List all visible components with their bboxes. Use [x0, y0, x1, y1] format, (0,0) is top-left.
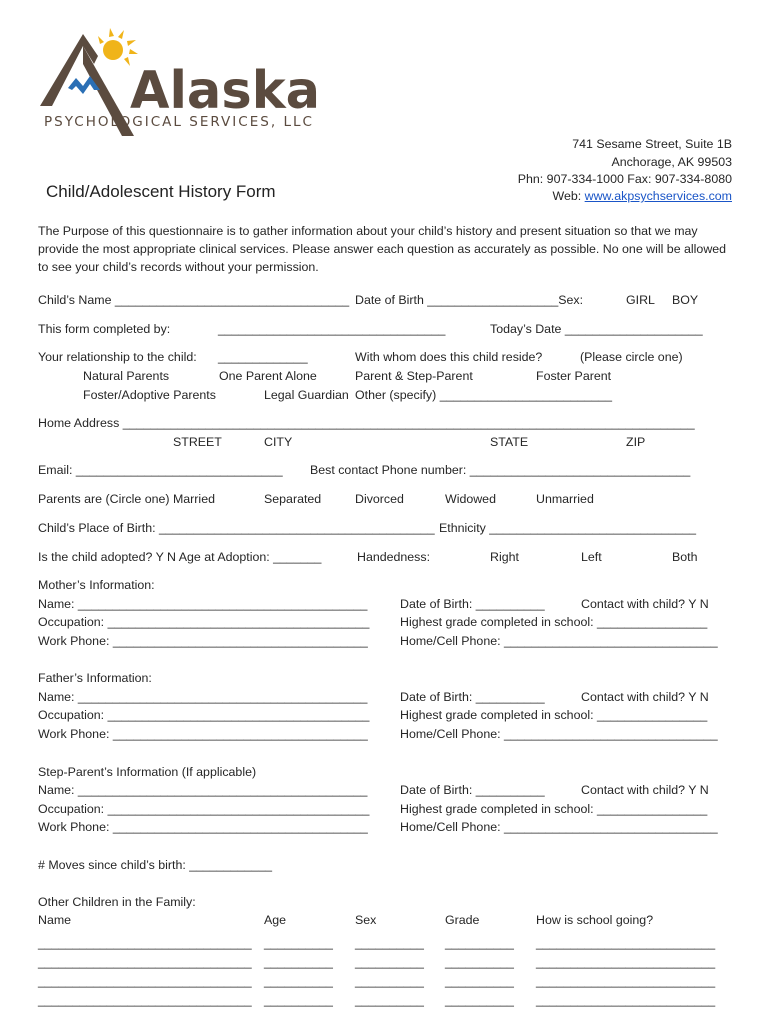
- father-name-field[interactable]: Name: __________________________________________: [38, 690, 368, 704]
- step-parent-contact-field[interactable]: Contact with child? Y N: [581, 783, 709, 797]
- zip-label: ZIP: [626, 435, 646, 449]
- purpose-paragraph: The Purpose of this questionnaire is to gather information about your child’s history and present situation so that we may provide the most appropriate clinical services. Please answer each question as accurately as possible. No one will be allowed to see your child’s records without your permission.: [38, 224, 727, 274]
- child-row-2-sex[interactable]: __________: [355, 955, 424, 969]
- reside-question: With whom does this child reside?: [355, 350, 543, 364]
- best-phone-field[interactable]: Best contact Phone number: ________________________________: [310, 463, 691, 477]
- child-row-1-age[interactable]: __________: [264, 936, 333, 950]
- column-header-age: Age: [264, 913, 287, 927]
- step-parent-dob-field[interactable]: Date of Birth: __________: [400, 783, 545, 797]
- option-parent-step-parent[interactable]: Parent & Step-Parent: [355, 369, 473, 383]
- logo-subtitle: PSYCHOLOGICAL SERVICES, LLC: [44, 114, 314, 130]
- option-foster-adoptive[interactable]: Foster/Adoptive Parents: [83, 388, 216, 402]
- child-row-2-grade[interactable]: __________: [445, 955, 514, 969]
- address-web: [553, 189, 733, 204]
- mother-cell-field[interactable]: Home/Cell Phone: _______________________________: [400, 634, 718, 648]
- sex-option-girl[interactable]: GIRL: [626, 293, 655, 307]
- step-parent-cell-field[interactable]: Home/Cell Phone: _______________________________: [400, 820, 718, 834]
- father-info-heading: Father’s Information:: [38, 671, 152, 685]
- relationship-field[interactable]: _____________: [218, 350, 308, 364]
- parents-status-married[interactable]: Parents are (Circle one) Married: [38, 492, 215, 506]
- father-grade-field[interactable]: Highest grade completed in school: ________________: [400, 708, 708, 722]
- child-row-4-sex[interactable]: __________: [355, 993, 424, 1007]
- child-row-4-grade[interactable]: __________: [445, 993, 514, 1007]
- other-children-heading: Other Children in the Family:: [38, 895, 196, 909]
- option-foster-parent[interactable]: Foster Parent: [536, 369, 612, 383]
- column-header-name: Name: [38, 913, 72, 927]
- child-name-field[interactable]: Child’s Name __________________________________: [38, 293, 350, 307]
- dob-sex-field[interactable]: Date of Birth ___________________Sex:: [355, 293, 584, 307]
- mother-name-field[interactable]: Name: __________________________________________: [38, 597, 368, 611]
- alaska-logo-icon: [38, 26, 328, 151]
- option-natural-parents[interactable]: Natural Parents: [83, 369, 170, 383]
- completed-by-label: This form completed by:: [38, 322, 171, 336]
- child-row-3-grade[interactable]: __________: [445, 974, 514, 988]
- father-work-phone-field[interactable]: Work Phone: _____________________________________: [38, 727, 368, 741]
- child-row-3-age[interactable]: __________: [264, 974, 333, 988]
- mother-contact-field[interactable]: Contact with child? Y N: [581, 597, 709, 611]
- place-of-birth-field[interactable]: Child’s Place of Birth: ________________________________________: [38, 521, 435, 535]
- todays-date-field[interactable]: Today’s Date ____________________: [490, 322, 703, 336]
- father-contact-field[interactable]: Contact with child? Y N: [581, 690, 709, 704]
- child-row-1-name[interactable]: _______________________________: [38, 936, 252, 950]
- child-row-2-school[interactable]: __________________________: [536, 955, 716, 969]
- child-row-1-sex[interactable]: __________: [355, 936, 424, 950]
- father-cell-field[interactable]: Home/Cell Phone: _______________________________: [400, 727, 718, 741]
- relationship-label: Your relationship to the child:: [38, 350, 197, 364]
- father-occupation-field[interactable]: Occupation: ______________________________________: [38, 708, 370, 722]
- child-row-4-name[interactable]: _______________________________: [38, 993, 252, 1007]
- column-header-school: How is school going?: [536, 913, 654, 927]
- handedness-label: Handedness:: [357, 550, 431, 564]
- child-row-2-age[interactable]: __________: [264, 955, 333, 969]
- mother-info-heading: Mother’s Information:: [38, 578, 155, 592]
- step-parent-work-phone-field[interactable]: Work Phone: _____________________________________: [38, 820, 368, 834]
- moves-field[interactable]: # Moves since child’s birth: ____________: [38, 858, 272, 872]
- option-other-specify[interactable]: Other (specify) _________________________: [355, 388, 612, 402]
- mother-grade-field[interactable]: Highest grade completed in school: ________________: [400, 615, 708, 629]
- state-label: STATE: [490, 435, 529, 449]
- option-legal-guardian[interactable]: Legal Guardian: [264, 388, 349, 402]
- father-dob-field[interactable]: Date of Birth: __________: [400, 690, 545, 704]
- city-label: CITY: [264, 435, 293, 449]
- website-link[interactable]: www.akpsychservices.com: [584, 189, 732, 203]
- street-label: STREET: [173, 435, 222, 449]
- web-label: Web:: [552, 189, 585, 203]
- step-parent-info-heading: Step-Parent’s Information (If applicable): [38, 765, 257, 779]
- column-header-grade: Grade: [445, 913, 480, 927]
- logo-wordmark: Alaska: [130, 61, 320, 121]
- circle-one-note: (Please circle one): [580, 350, 683, 364]
- parents-status-divorced[interactable]: Divorced: [355, 492, 404, 506]
- mother-work-phone-field[interactable]: Work Phone: _____________________________________: [38, 634, 368, 648]
- child-row-4-school[interactable]: __________________________: [536, 993, 716, 1007]
- mother-dob-field[interactable]: Date of Birth: __________: [400, 597, 545, 611]
- email-field[interactable]: Email: ______________________________: [38, 463, 283, 477]
- step-parent-grade-field[interactable]: Highest grade completed in school: ________________: [400, 802, 708, 816]
- child-row-3-name[interactable]: _______________________________: [38, 974, 252, 988]
- mother-occupation-field[interactable]: Occupation: ______________________________________: [38, 615, 370, 629]
- adoption-field[interactable]: Is the child adopted? Y N Age at Adoption: _______: [38, 550, 322, 564]
- handedness-left[interactable]: Left: [581, 550, 602, 564]
- ethnicity-field[interactable]: Ethnicity ______________________________: [439, 521, 697, 535]
- company-logo: [38, 26, 328, 151]
- completed-by-field[interactable]: _________________________________: [218, 322, 446, 336]
- handedness-both[interactable]: Both: [672, 550, 698, 564]
- handedness-right[interactable]: Right: [490, 550, 519, 564]
- child-row-2-name[interactable]: _______________________________: [38, 955, 252, 969]
- form-title: Child/Adolescent History Form: [46, 182, 276, 201]
- address-line-2: Anchorage, AK 99503: [611, 155, 732, 169]
- child-row-3-school[interactable]: __________________________: [536, 974, 716, 988]
- column-header-sex: Sex: [355, 913, 377, 927]
- parents-status-widowed[interactable]: Widowed: [445, 492, 496, 506]
- step-parent-occupation-field[interactable]: Occupation: ______________________________________: [38, 802, 370, 816]
- parents-status-unmarried[interactable]: Unmarried: [536, 492, 594, 506]
- sex-option-boy[interactable]: BOY: [672, 293, 699, 307]
- option-one-parent-alone[interactable]: One Parent Alone: [219, 369, 317, 383]
- parents-status-separated[interactable]: Separated: [264, 492, 322, 506]
- child-row-4-age[interactable]: __________: [264, 993, 333, 1007]
- child-row-1-school[interactable]: __________________________: [536, 936, 716, 950]
- step-parent-name-field[interactable]: Name: __________________________________________: [38, 783, 368, 797]
- home-address-field[interactable]: Home Address ___________________________________________________________________________________: [38, 416, 695, 430]
- child-row-3-sex[interactable]: __________: [355, 974, 424, 988]
- child-row-1-grade[interactable]: __________: [445, 936, 514, 950]
- address-phone-fax: Phn: 907-334-1000 Fax: 907-334-8080: [517, 172, 732, 186]
- address-line-1: 741 Sesame Street, Suite 1B: [572, 137, 732, 151]
